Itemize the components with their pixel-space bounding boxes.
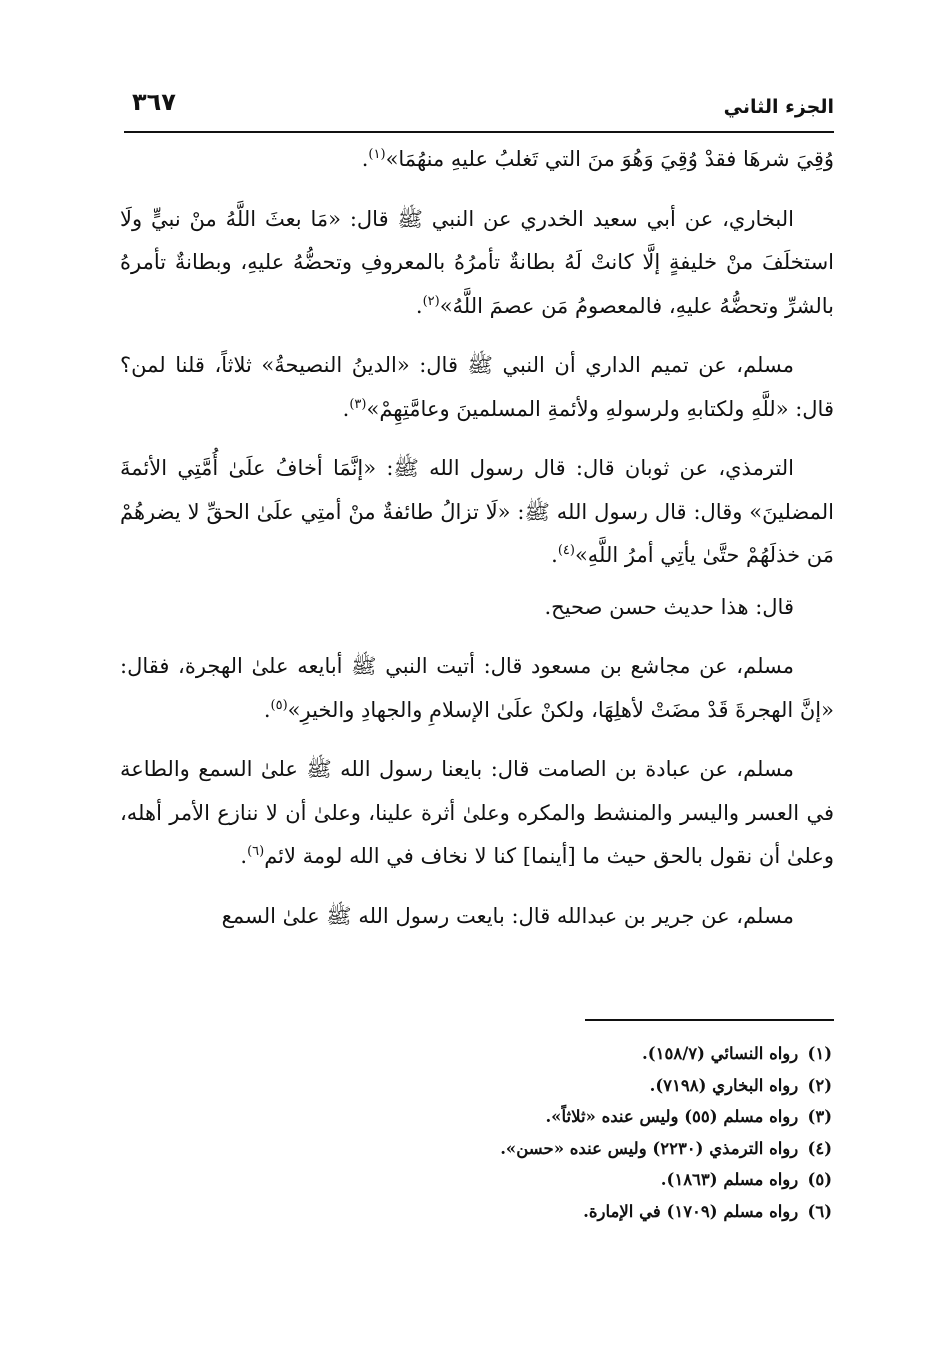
- footnote-rule: [585, 1019, 834, 1021]
- footnotes: [120, 1038, 832, 1227]
- footnote: [120, 1196, 832, 1228]
- paragraph-tirmidhi-grade: قال: هذا حديث حسن صحيح.: [544, 594, 794, 619]
- footnote-number: (٢): [807, 1075, 832, 1095]
- footnote: [120, 1133, 832, 1165]
- footnote-number: (٤): [807, 1138, 832, 1158]
- paragraph-bukhari: البخاري، عن أبي سعيد الخدري عن النبي ﷺ قال: «مَا بعثَ اللَّهُ منْ نبيٍّ ولَا استخلَفَ منْ خليفةٍ إلَّا كانتْ لَهُ بطانةٌ تأمرُهُ بالمعروفِ وتحضُّهُ عليهِ، وبطانةٌ تأمرهُ بالشرِّ وتحضُّهُ عليهِ، فالمعصومُ مَن عصمَ اللَّهُ»$^{(٢)}$.: [120, 206, 834, 318]
- paragraph-continuation: وُقِيَ شرهَا فقدْ وُقِيَ وَهُوَ منَ التي تَغلبُ عليهِ منهُمَا»$^{(١)}$.: [361, 147, 834, 171]
- main-text: [120, 138, 834, 954]
- footnote-text: رواه مسلم (١٨٦٣).: [660, 1170, 799, 1189]
- footnote-text: رواه مسلم (١٧٠٩) في الإمارة.: [583, 1201, 799, 1221]
- footnote-ref: (٣): [349, 396, 367, 412]
- footnote: [120, 1101, 832, 1133]
- footnote-text: رواه الترمذي (٢٢٣٠) وليس عنده «حسن».: [500, 1138, 799, 1158]
- footnote-number: (٣): [807, 1107, 832, 1126]
- footnote-number: (٥): [807, 1170, 832, 1189]
- header-rule: [124, 131, 834, 133]
- footnote-ref: (١): [368, 147, 386, 162]
- running-title: الجزء الثاني: [723, 96, 834, 118]
- paragraph-muslim-tamim: مسلم، عن تميم الداري أن النبي ﷺ قال: «الدينُ النصيحةُ» ثلاثاً، قلنا لمن؟ قال: «للَّهِ ولكتابهِ ولرسولهِ ولأئمةِ المسلمينَ وعامَّتِهِمْ»$^{(٣)}$.: [120, 353, 834, 421]
- footnote-text: رواه النسائي (١٥٨/٧).: [642, 1044, 799, 1063]
- footnote-number: (٦): [807, 1201, 832, 1221]
- paragraph-tirmidhi: الترمذي، عن ثوبان قال: قال رسول الله ﷺ: «إنَّمَا أخافُ علَىٰ أُمَّتِي الأئمةَ المضلينَ» وقال: قال رسول الله ﷺ: «لَا تزالُ طائفةٌ منْ أمتِي علَىٰ الحقِّ لا يضرهُمْ مَن خذلَهُمْ حتَّىٰ يأتِي أمرُ اللَّهِ»$^{(٤)}$.: [120, 456, 834, 567]
- page-number: ٣٦٧: [132, 88, 176, 116]
- paragraph-muslim-jarir: مسلم، عن جرير بن عبدالله قال: بايعت رسول الله ﷺ علىٰ السمع: [221, 903, 794, 928]
- footnote-number: (١): [807, 1044, 832, 1063]
- footnote: [120, 1070, 832, 1102]
- paragraph-muslim-mujashi: مسلم، عن مجاشع بن مسعود قال: أتيت النبي ﷺ أبايعه علىٰ الهجرة، فقال: «إنَّ الهجرةَ قَدْ مضَتْ لأهلِهَا، ولكنْ علَىٰ الإسلامِ والجهادِ والخيرِ»$^{(٥)}$.: [120, 654, 834, 722]
- footnote-ref: (٢): [422, 293, 440, 309]
- footnote-ref: (٤): [557, 543, 575, 558]
- page-header: [124, 86, 834, 126]
- footnote-ref: (٦): [247, 844, 265, 859]
- footnote-ref: (٥): [270, 697, 288, 713]
- footnote-text: رواه البخاري (٧١٩٨).: [649, 1075, 799, 1095]
- footnote: [120, 1038, 832, 1070]
- paragraph-muslim-ubada: مسلم، عن عبادة بن الصامت قال: بايعنا رسول الله ﷺ علىٰ السمع والطاعة في العسر واليسر والمنشط والمكره وعلىٰ أثرة علينا، وعلىٰ أن لا ننازع الأمر أهله، وعلىٰ أن نقول بالحق حيث ما [أينما] كنا لا نخاف في الله لومة لائم$^{(٦)}$.: [120, 757, 834, 868]
- footnote: [120, 1164, 832, 1196]
- footnote-text: رواه مسلم (٥٥) وليس عنده «ثلاثاً».: [545, 1107, 799, 1126]
